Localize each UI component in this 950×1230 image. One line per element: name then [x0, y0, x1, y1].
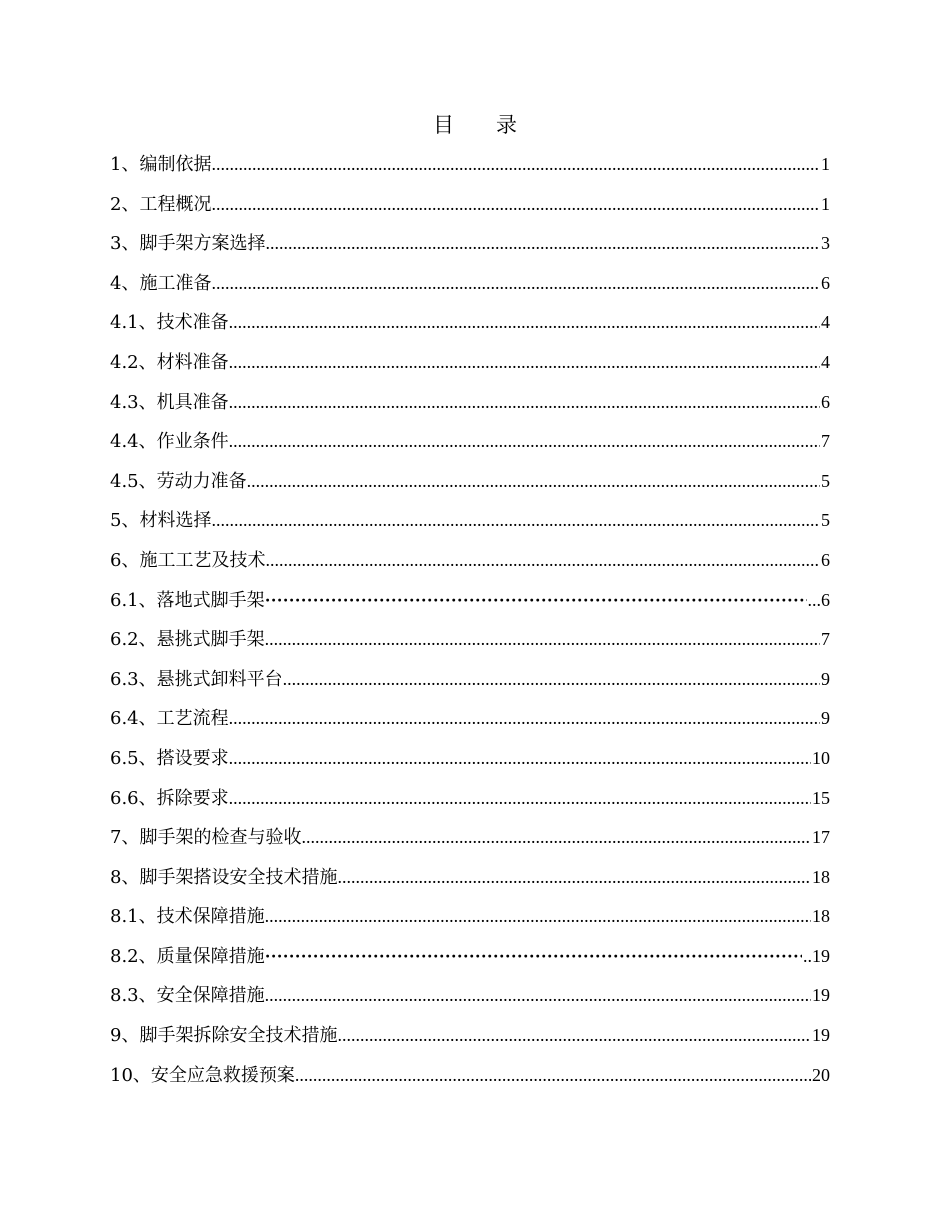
toc-leader: [337, 1016, 811, 1056]
toc-leader: [211, 145, 820, 185]
toc-entry-page: 17: [812, 827, 830, 848]
toc-entry-page: 7: [821, 629, 830, 650]
toc-entry-label: 6.5、搭设要求: [110, 747, 229, 769]
toc-leader: [229, 779, 811, 819]
toc-entry-label: 8.2、质量保障措施: [110, 945, 265, 967]
toc-entry-page: 7: [821, 431, 830, 452]
toc-list: [110, 145, 830, 1095]
toc-leader: [301, 818, 811, 858]
toc-leader: [229, 422, 820, 462]
toc-entry-label: 6.2、悬挑式脚手架: [110, 629, 265, 651]
toc-entry[interactable]: [110, 462, 830, 502]
toc-leader: [211, 185, 820, 225]
toc-entry[interactable]: [110, 976, 830, 1016]
toc-entry-label: 1、编制依据: [110, 154, 212, 175]
toc-entry[interactable]: [110, 1056, 830, 1096]
toc-entry-label: 9、脚手架拆除安全技术措施: [110, 1025, 338, 1047]
toc-leader: [265, 897, 811, 937]
toc-entry-label: 6.3、悬挑式卸料平台: [110, 668, 283, 690]
toc-entry-page: 18: [812, 906, 830, 927]
toc-entry[interactable]: [110, 264, 830, 304]
toc-leader: [265, 541, 820, 581]
toc-entry[interactable]: [110, 818, 830, 858]
toc-entry-label: 6.6、拆除要求: [110, 787, 229, 809]
toc-entry-label: 6.4、工艺流程: [110, 708, 229, 730]
toc-leader: [265, 937, 802, 977]
toc-entry[interactable]: [110, 541, 830, 581]
toc-title: 目 录: [433, 113, 528, 137]
toc-entry-page: 19: [812, 985, 830, 1006]
toc-entry-page: ...6: [807, 589, 830, 610]
toc-entry[interactable]: [110, 581, 830, 621]
toc-entry-label: 8.3、安全保障措施: [110, 985, 265, 1007]
toc-entry-label: 8、脚手架搭设安全技术措施: [110, 866, 338, 888]
toc-leader: [265, 581, 807, 621]
toc-leader: [229, 699, 820, 739]
toc-leader: [229, 739, 811, 779]
toc-entry-page: 3: [821, 233, 830, 254]
toc-entry-page: 19: [812, 1025, 830, 1046]
toc-entry-label: 4、施工准备: [110, 272, 212, 294]
toc-entry[interactable]: [110, 145, 830, 185]
toc-entry-page: 18: [812, 866, 830, 887]
toc-entry[interactable]: [110, 224, 830, 264]
toc-entry-label: 10、安全应急救援预案: [110, 1064, 295, 1086]
toc-entry-label: 5、材料选择: [110, 510, 212, 532]
toc-entry-page: 10: [812, 747, 830, 768]
toc-entry-page: 9: [821, 708, 830, 729]
toc-entry-page: 5: [821, 470, 830, 491]
toc-entry[interactable]: [110, 937, 830, 977]
toc-entry-page: 5: [821, 510, 830, 531]
toc-entry[interactable]: [110, 779, 830, 819]
toc-leader: [265, 976, 811, 1016]
toc-entry[interactable]: [110, 858, 830, 898]
toc-leader: [229, 343, 820, 383]
toc-entry[interactable]: [110, 699, 830, 739]
toc-entry-page: 1: [821, 193, 830, 214]
toc-entry[interactable]: [110, 1016, 830, 1056]
toc-entry-label: 3、脚手架方案选择: [110, 233, 266, 255]
toc-leader: [265, 620, 820, 660]
toc-entry[interactable]: [110, 739, 830, 779]
toc-entry[interactable]: [110, 620, 830, 660]
toc-leader: [265, 224, 820, 264]
toc-entry-page: 4: [821, 312, 830, 333]
toc-entry-page: ..19: [803, 945, 830, 966]
toc-entry-label: 6、施工工艺及技术: [110, 549, 266, 571]
toc-entry[interactable]: [110, 501, 830, 541]
toc-entry-label: 4.1、技术准备: [110, 312, 229, 334]
toc-leader: [229, 303, 820, 343]
toc-leader: [337, 858, 811, 898]
toc-entry-label: 4.3、机具准备: [110, 391, 229, 413]
toc-entry[interactable]: [110, 422, 830, 462]
toc-entry-label: 4.2、材料准备: [110, 351, 229, 373]
toc-entry[interactable]: [110, 185, 830, 225]
toc-entry-page: 9: [821, 668, 830, 689]
toc-leader: [229, 383, 820, 423]
toc-entry-page: 1: [821, 154, 830, 174]
toc-leader: [283, 660, 820, 700]
toc-entry-page: 6: [821, 272, 830, 293]
toc-entry[interactable]: [110, 660, 830, 700]
toc-entry-page: 4: [821, 351, 830, 372]
toc-entry[interactable]: [110, 303, 830, 343]
toc-leader: [247, 462, 820, 502]
toc-entry[interactable]: [110, 383, 830, 423]
toc-entry-label: 2、工程概况: [110, 193, 212, 215]
toc-leader: [211, 264, 820, 304]
toc-entry-page: 6: [821, 549, 830, 570]
toc-entry-page: 6: [821, 391, 830, 412]
toc-entry-page: 15: [812, 787, 830, 808]
toc-entry[interactable]: [110, 897, 830, 937]
toc-entry[interactable]: [110, 343, 830, 383]
toc-entry-page: 20: [812, 1064, 830, 1085]
toc-entry-label: 6.1、落地式脚手架: [110, 589, 265, 611]
toc-entry-label: 4.4、作业条件: [110, 431, 229, 453]
toc-leader: [295, 1056, 811, 1096]
toc-entry-label: 8.1、技术保障措施: [110, 906, 265, 928]
toc-entry-label: 4.5、劳动力准备: [110, 470, 247, 492]
toc-leader: [211, 501, 820, 541]
toc-entry-label: 7、脚手架的检查与验收: [110, 827, 302, 849]
